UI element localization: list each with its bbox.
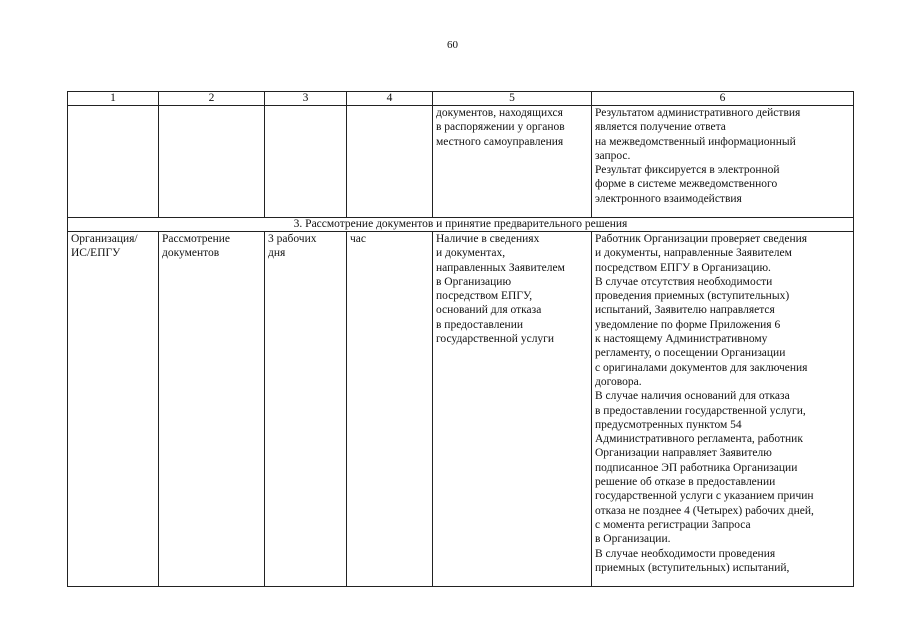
result-cell: Работник Организации проверяет сведения и документы, направленные Заявителем посредством ЕПГУ в Организацию. В случае отсутствия необходимости проведения приемных (вступительных) испытаний, Заявителю направляется уведомление по форме Приложения 6 к настоящему Административному регламенту, о посещении Организации с оригиналами документов для заключения договора. В случае наличия оснований для отказа в предоставлении государственной услуги, предусмотренных пунктом 54 Административного регламента, работник Организации направляет Заявителю подписанное ЭП работника Организации решение об отказе в предоставлении государственной услуги с указанием причин отказа не позднее 4 (Четырех) рабочих дней, с момента регистрации Запроса в Организации. В случае необходимости проведения приемных (вступительных) испытаний, [592, 232, 854, 587]
header-cell-6: 6 [592, 92, 854, 106]
cell-empty [159, 106, 265, 218]
procedure-table [67, 91, 854, 587]
cell-empty [265, 106, 347, 218]
result-criteria-cell: документов, находящихся в распоряжении у органов местного самоуправления [433, 106, 592, 218]
header-cell-4: 4 [347, 92, 433, 106]
table-row [68, 106, 854, 218]
cell-empty [347, 106, 433, 218]
header-cell-3: 3 [265, 92, 347, 106]
section-title: 3. Рассмотрение документов и принятие предварительного решения [68, 218, 854, 232]
table-row [68, 232, 854, 587]
result-description-cell: Результатом административного действия является получение ответа на межведомственный информационный запрос. Результат фиксируется в электронной форме в системе межведомственного электронного взаимодействия [592, 106, 854, 218]
responsible-cell: Организация/ ИС/ЕПГУ [68, 232, 159, 587]
action-cell: Рассмотрение документов [159, 232, 265, 587]
page-number: 60 [447, 39, 458, 51]
cell-empty [68, 106, 159, 218]
header-cell-2: 2 [159, 92, 265, 106]
header-cell-1: 1 [68, 92, 159, 106]
header-cell-5: 5 [433, 92, 592, 106]
criteria-cell: Наличие в сведениях и документах, направленных Заявителем в Организацию посредством ЕПГУ, оснований для отказа в предоставлении государственной услуги [433, 232, 592, 587]
table-header-row [68, 92, 854, 106]
deadline-cell: 3 рабочих дня [265, 232, 347, 587]
duration-cell: час [347, 232, 433, 587]
section-header-row [68, 218, 854, 232]
